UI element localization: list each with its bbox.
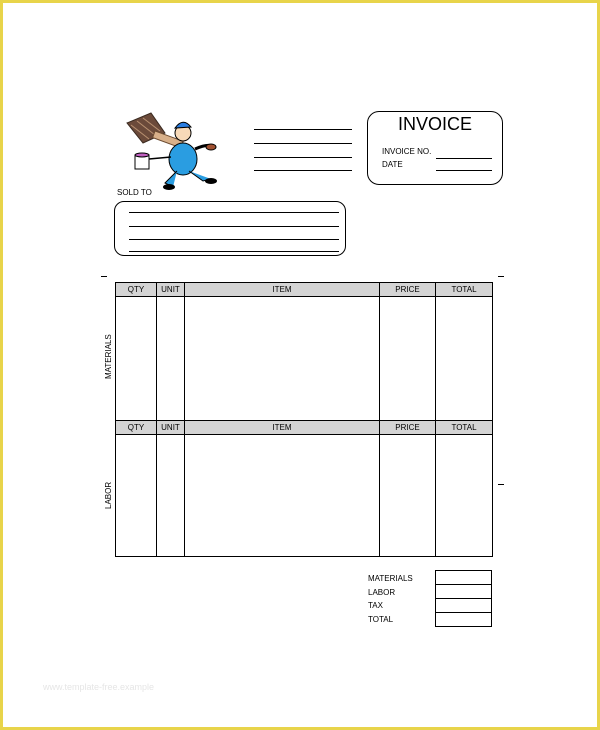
summary-table	[435, 570, 492, 627]
labor-table	[115, 420, 493, 557]
labor-unit-cell[interactable]	[157, 435, 185, 557]
company-line-2	[254, 143, 352, 144]
summary-materials-label: MATERIALS	[368, 574, 413, 583]
painter-logo-icon	[125, 111, 220, 191]
summary-materials-field[interactable]	[436, 571, 492, 585]
margin-tick	[498, 276, 504, 277]
materials-unit-cell[interactable]	[157, 297, 185, 421]
materials-price-header: PRICE	[380, 283, 436, 297]
summary-total-label: TOTAL	[368, 615, 394, 624]
labor-price-header: PRICE	[380, 421, 436, 435]
materials-side-label: MATERIALS	[104, 334, 113, 379]
company-line-3	[254, 157, 352, 158]
summary-tax-label: TAX	[368, 601, 383, 610]
summary-tax-field[interactable]	[436, 599, 492, 613]
materials-price-cell[interactable]	[380, 297, 436, 421]
watermark-text: www.template-free.example	[43, 682, 155, 692]
labor-item-cell[interactable]	[185, 435, 380, 557]
sold-to-label: SOLD TO	[117, 188, 152, 197]
company-line-1	[254, 129, 352, 130]
sold-to-box	[114, 201, 346, 256]
labor-unit-header: UNIT	[157, 421, 185, 435]
margin-tick	[498, 484, 504, 485]
sold-to-line-1[interactable]	[129, 212, 339, 213]
date-field[interactable]	[436, 170, 492, 171]
labor-qty-cell[interactable]	[116, 435, 157, 557]
invoice-title: INVOICE	[397, 114, 472, 134]
materials-unit-header: UNIT	[157, 283, 185, 297]
labor-price-cell[interactable]	[380, 435, 436, 557]
margin-tick	[101, 276, 107, 277]
materials-qty-header: QTY	[116, 283, 157, 297]
labor-item-header: ITEM	[185, 421, 380, 435]
materials-total-cell[interactable]	[436, 297, 493, 421]
date-label: DATE	[382, 160, 403, 169]
materials-item-cell[interactable]	[185, 297, 380, 421]
summary-total-field[interactable]	[436, 613, 492, 627]
labor-qty-header: QTY	[116, 421, 157, 435]
summary-labor-label: LABOR	[368, 588, 396, 597]
sold-to-line-2[interactable]	[129, 226, 339, 227]
sold-to-line-3[interactable]	[129, 239, 339, 240]
invoice-header-box	[367, 111, 503, 185]
sold-to-line-4[interactable]	[129, 251, 339, 252]
materials-qty-cell[interactable]	[116, 297, 157, 421]
company-line-4	[254, 170, 352, 171]
invoice-no-label: INVOICE NO.	[382, 147, 432, 156]
labor-side-label: LABOR	[104, 481, 113, 509]
materials-table	[115, 282, 493, 421]
invoice-no-field[interactable]	[436, 158, 492, 159]
summary-labor-field[interactable]	[436, 585, 492, 599]
materials-item-header: ITEM	[185, 283, 380, 297]
materials-total-header: TOTAL	[436, 283, 493, 297]
labor-total-cell[interactable]	[436, 435, 493, 557]
labor-total-header: TOTAL	[436, 421, 493, 435]
